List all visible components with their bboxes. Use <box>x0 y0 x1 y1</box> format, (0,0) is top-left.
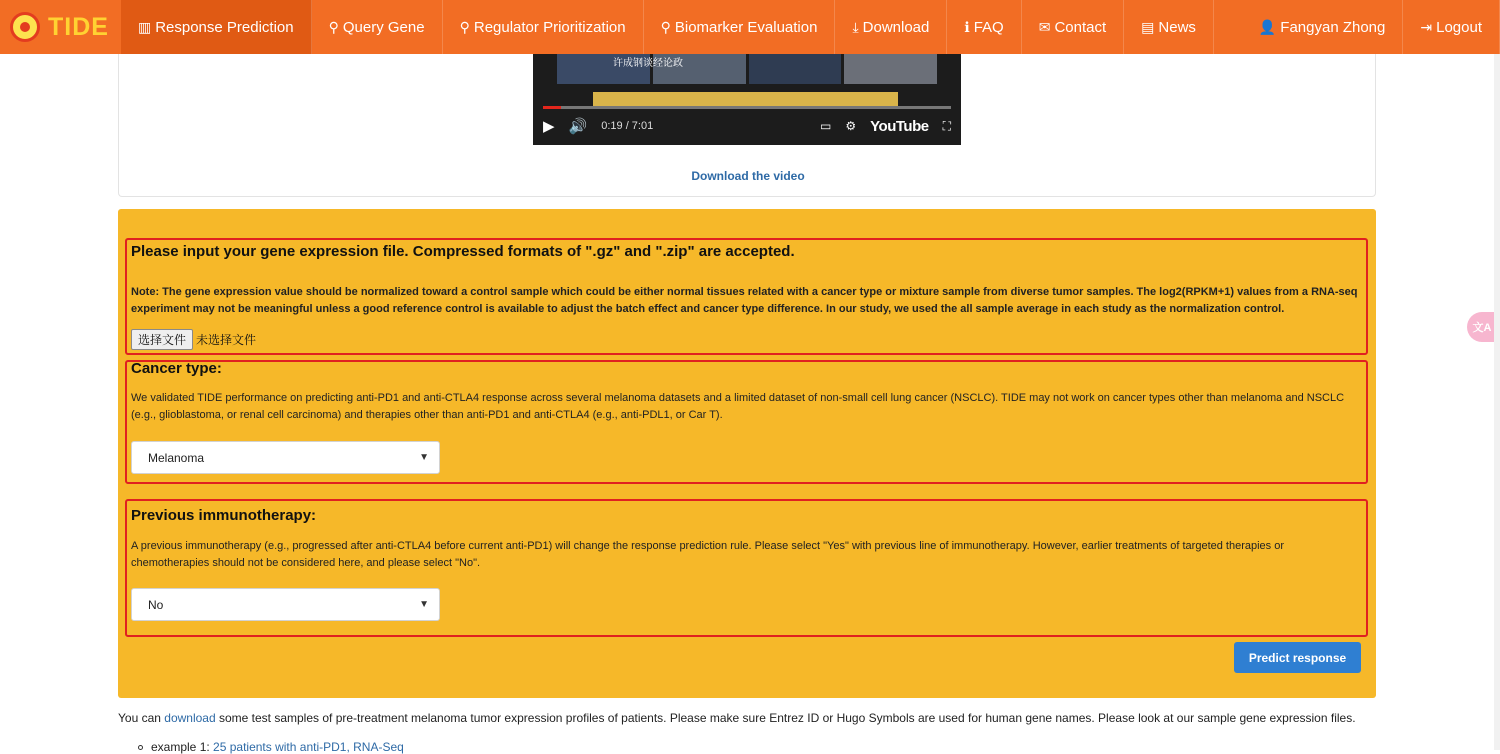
chevron-down-icon: ▼ <box>419 599 429 610</box>
video-thumbnail[interactable] <box>749 54 842 84</box>
upload-section <box>125 238 1368 355</box>
example-link[interactable]: 25 patients with anti-PD1, RNA-Seq <box>213 740 404 754</box>
info-text-before: You can <box>118 711 165 725</box>
immunotherapy-section <box>125 499 1368 637</box>
nav-contact[interactable] <box>1022 0 1124 54</box>
cancer-type-select[interactable] <box>131 441 440 474</box>
nav-news[interactable] <box>1124 0 1214 54</box>
nav-label: Download <box>862 18 930 36</box>
example-list-item <box>138 740 404 754</box>
download-icon: ⤓ <box>852 18 859 35</box>
video-thumbnail[interactable] <box>844 54 937 84</box>
bar-chart-icon: ▥ <box>137 18 152 35</box>
search-icon: ⚲ <box>328 18 339 35</box>
info-icon: ℹ <box>964 18 970 35</box>
youtube-video-player[interactable] <box>533 54 961 145</box>
nav-label: Query Gene <box>342 18 425 36</box>
choose-file-button[interactable]: 选择文件 <box>131 329 193 350</box>
download-video-link[interactable]: Download the video <box>691 169 805 183</box>
cancer-type-description: We validated TIDE performance on predicting anti-PD1 and anti-CTLA4 response across several melanoma datasets and a limited dataset of non-small cell lung cancer (NSCLC). TIDE may not work on cancer types other than melanoma and NSCLC (e.g., glioblastoma, or renal cell carcinoma) and therapies other than anti-PD1 and anti-CTLA4 (e.g., anti-PDL1, or Car T). <box>131 392 1345 421</box>
video-time: 0:19 / 7:01 <box>601 120 654 132</box>
logout-label: Logout <box>1436 18 1482 36</box>
play-icon[interactable]: ▶ <box>543 118 555 135</box>
newspaper-icon: ▤ <box>1141 18 1155 35</box>
nav-label: Biomarker Evaluation <box>674 18 818 36</box>
tide-logo-icon <box>10 12 40 42</box>
nav-response-prediction[interactable] <box>121 0 312 54</box>
nav-label: Regulator Prioritization <box>473 18 626 36</box>
nav-label: Response Prediction <box>155 18 294 36</box>
video-controls <box>543 114 951 138</box>
youtube-logo[interactable]: YouTube <box>870 117 929 135</box>
upload-title: Please input your gene expression file. Compressed formats of ".gz" and ".zip" are accepted. <box>131 243 795 260</box>
top-navbar <box>0 0 1500 54</box>
immunotherapy-value: No <box>148 597 164 612</box>
cancer-type-value: Melanoma <box>148 450 205 465</box>
cancer-type-title: Cancer type: <box>131 360 222 377</box>
translate-icon[interactable]: 文A <box>1467 312 1497 342</box>
nav-label: FAQ <box>973 18 1004 36</box>
video-panel <box>118 54 1376 197</box>
video-controls-right <box>820 118 951 135</box>
nav-faq[interactable] <box>947 0 1021 54</box>
nav-query-gene[interactable] <box>312 0 443 54</box>
nav-label: Contact <box>1054 18 1107 36</box>
download-info <box>118 711 1356 725</box>
nav-label: News <box>1158 18 1196 36</box>
fullscreen-icon[interactable]: ⛶ <box>942 118 951 133</box>
prediction-form <box>118 209 1376 698</box>
video-frame <box>593 92 898 106</box>
immunotherapy-description: A previous immunotherapy (e.g., progressed after anti-CTLA4 before current anti-PD1) will change the response prediction rule. Please select "Yes" with previous line of immunotherapy. However, earlier treatments of targeted therapies or chemotherapies should not be considered here, and please select "No". <box>131 540 1285 569</box>
chevron-down-icon: ▼ <box>419 452 429 463</box>
cancer-type-section <box>125 360 1368 484</box>
search-icon: ⚲ <box>660 18 671 35</box>
nav-regulator-prioritization[interactable] <box>443 0 644 54</box>
immunotherapy-select[interactable] <box>131 588 440 621</box>
predict-response-button[interactable]: Predict response <box>1234 642 1361 673</box>
volume-icon[interactable]: 🔊 <box>568 118 588 135</box>
page-scrollbar[interactable] <box>1494 54 1500 750</box>
brand[interactable] <box>0 0 121 54</box>
nav-biomarker-evaluation[interactable] <box>644 0 836 54</box>
file-status: 未选择文件 <box>196 333 257 347</box>
video-progress-bar[interactable] <box>543 106 951 109</box>
logout-icon: ⇥ <box>1420 18 1433 35</box>
download-samples-link[interactable]: download <box>164 711 216 725</box>
settings-gear-icon[interactable]: ⚙ <box>845 119 857 133</box>
subtitles-icon[interactable]: ▭ <box>820 119 832 133</box>
user-icon: 👤 <box>1258 18 1277 35</box>
example-label: example 1: <box>151 740 214 754</box>
video-progress-fill <box>543 106 561 109</box>
info-text-after: some test samples of pre-treatment melanoma tumor expression profiles of patients. Please make sure Entrez ID or Hugo Symbols are used for human gene names. Please look at our sample gene expression files. <box>215 711 1356 725</box>
nav-logout[interactable] <box>1403 0 1500 54</box>
immunotherapy-title: Previous immunotherapy: <box>131 507 317 524</box>
search-icon: ⚲ <box>459 18 470 35</box>
video-caption: 许成钢谈经论政 <box>613 58 683 69</box>
brand-name: TIDE <box>48 12 109 41</box>
upload-note: Note: The gene expression value should be normalized toward a control sample which could be either normal tissues related with a cancer type or mixture sample from diverse tumor samples. The log2(RPKM+1) values from a RNA-seq experiment may not be meaningful unless a good reference control is available to adjust the batch effect and cancer type difference. In our study, we used the all sample average in each study as the normalization control. <box>131 286 1358 315</box>
envelope-icon: ✉ <box>1038 18 1051 35</box>
nav-user[interactable] <box>1242 0 1404 54</box>
nav-download[interactable] <box>835 0 947 54</box>
user-name: Fangyan Zhong <box>1280 18 1386 36</box>
